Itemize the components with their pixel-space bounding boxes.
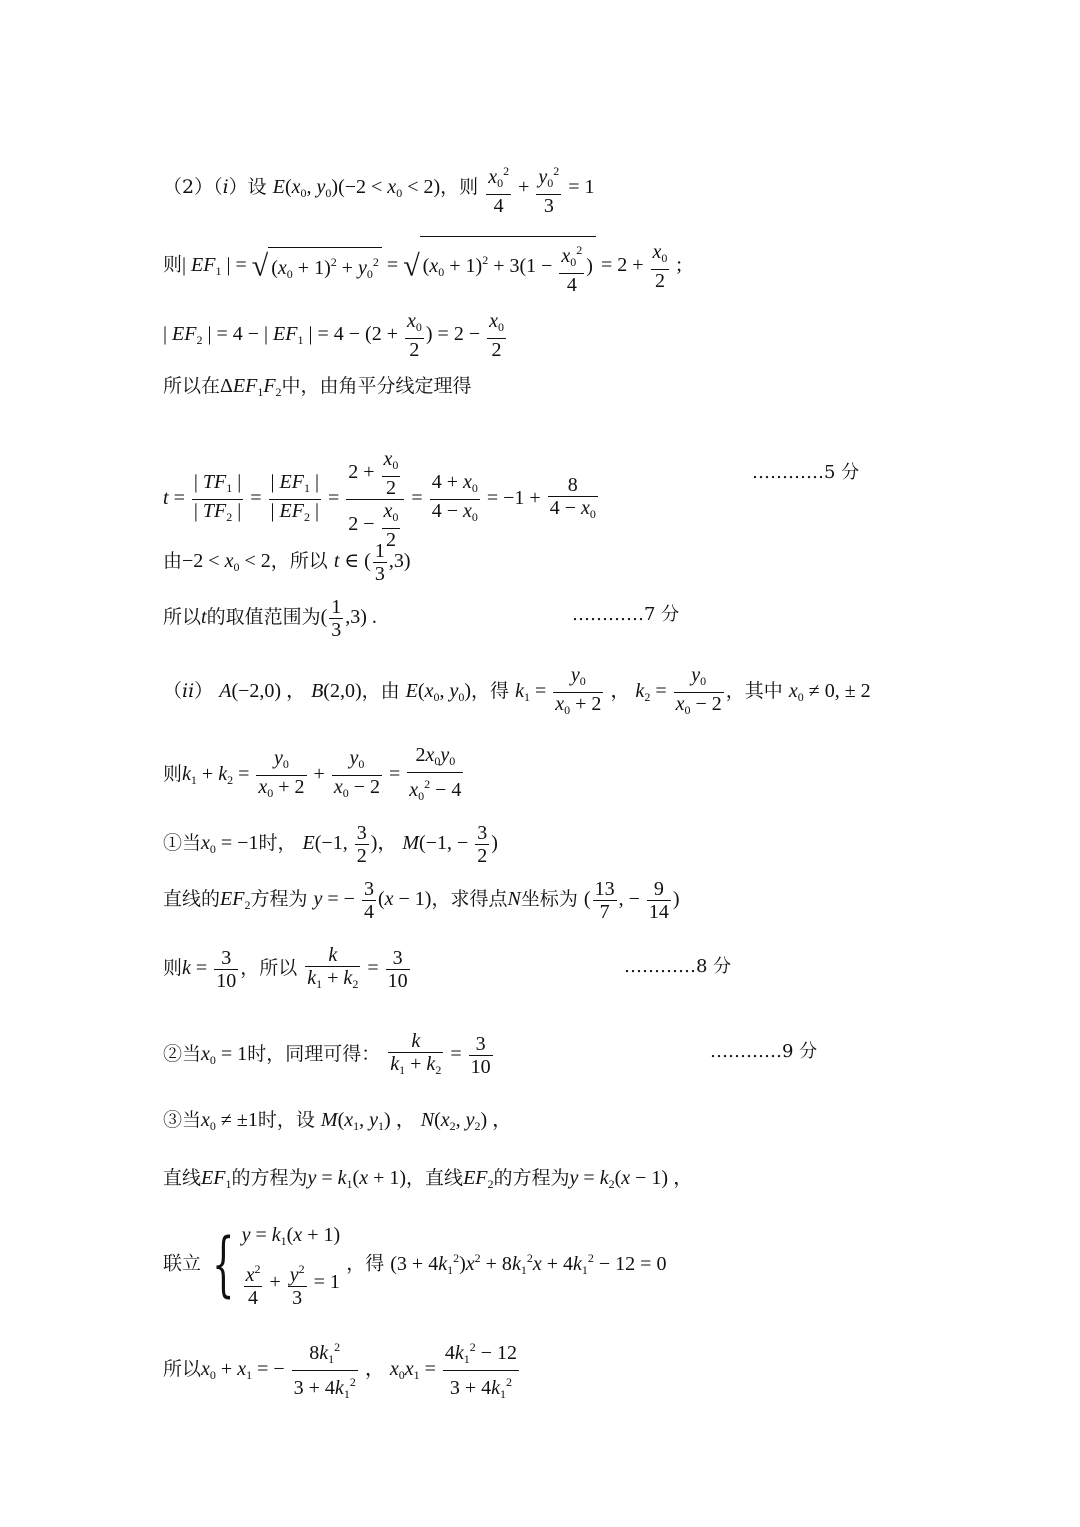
math-ef2-line-2: $y = k_2(x - 1)$ ， [569,1167,694,1191]
math-n-coord: ( $\frac{13}{7}$ , − $\frac{9}{14}$ ) [583,878,680,923]
math-x0-neq: $x_0 \ne 0$, ± 2 [788,680,871,705]
line-k-value [163,944,412,995]
line-ef1-length [163,236,682,296]
text-by: ，由 [361,680,400,703]
case-1-label: ①当 [163,832,202,855]
text-then: ，则 [440,176,479,199]
text-coord-is: 坐标为 [520,888,578,911]
math-x0-eq-minus1: $x_0 = -1$ [201,832,259,857]
score-8: …………8 分 [624,956,732,977]
math-e-point: $E(x_0$, $y_0)(-2 < x_0 < 2)$ [272,176,441,201]
math-k-ratio: $\frac{k}{k_1 + k_2}$ = $\frac{3}{10}$ [307,944,408,992]
text-where: ，其中 [725,680,783,703]
line-case-2 [163,1030,495,1081]
math-x0-range: $-2 < x_0 < 2$ [182,550,271,575]
line-t-range-result [163,596,377,641]
math-ef2-line: y = − $\frac{3}{4}$ (x − 1) [313,878,432,923]
line-lines-equations [163,1166,693,1196]
line-part-ii-setup [163,664,871,721]
math-ef1: | $EF_1$ | = √ $(x_0 + 1)^2 + y_0^2$ = √ $(x_0 + 1)^2 + 3(1$ − $\frac{x_0^2}{4}$ ) = 2 + $\frac{x_0}{2}$ ; [182,254,682,276]
math-ef1-label: $EF_1$ [201,1167,232,1191]
math-ef2-label: $EF_2$ [463,1167,494,1191]
score-7: …………7 分 [572,604,680,625]
math-k1-plus-k2: $k_1 + k_2$ = $\frac{y_0}{x_0 + 2}$ + $\frac{y_0}{x_0 - 2}$ = $\frac{2x_0y_0}{x_0^2 - 4}$ [182,744,462,803]
math-ef1-line: $y = k_1(x + 1)$ [307,1167,407,1191]
paren-open: （ [163,680,183,703]
text-equation-is: 的方程为 [493,1167,570,1189]
score-9: …………9 分 [710,1041,818,1062]
math-n: N [507,888,521,911]
line-ef2-length [163,310,508,361]
math-t-ratio: t = $\frac{| TF_1 |}{| TF_2 |}$ = $\frac{| EF_1 |}{| EF_2 |}$ = 2 + $\frac{x_0}{2}$ 2 − $\frac{x_0}{2}$ = $\frac{4 + x_0}{4 - x_0}$ = −1 + $\frac{8}{4 - x_0}$ [163,448,596,551]
text-so: ，所以 [240,957,298,980]
line-case-1 [163,822,498,867]
line-t-range-derive [163,540,411,585]
subpart-label: i [222,176,229,199]
text-get-point: ，求得点 [431,888,508,911]
text-equation-is: 方程为 [250,888,308,911]
paren-close: ） [194,680,214,703]
text-so-in: 所以在 [163,375,221,397]
math-ellipse-eq: $\frac{x_0^2}{4}$ + $\frac{y_0^2}{3}$ = 1 [484,176,594,198]
line-ef2-equation [163,878,680,923]
text-get: ，得 [471,680,510,703]
case-2-label: ②当 [163,1043,202,1066]
math-triangle: $\Delta EF_1F_2$ [220,375,282,399]
math-points-ab: A(−2,0) ， B(2,0) [219,680,362,703]
text-then: 则 [163,957,183,980]
score-5: …………5 分 [752,462,860,483]
part-label: （2）（ [163,176,223,199]
line-case-3 [163,1108,512,1138]
math-e-m-points: E(−1, $\frac{3}{2}$ )， M(−1, − $\frac{3}{2}$ ) [302,822,498,867]
left-brace: { [212,1222,235,1305]
line-system [163,1218,666,1309]
math-range: ( $\frac{1}{3}$ ,3) . [320,596,377,641]
subpart-label: ii [182,680,195,703]
math-t-in: t ∈ ( $\frac{1}{3}$ ,3) [333,540,411,585]
text-get: ，得 [346,1252,385,1275]
text-combine: 联立 [163,1252,202,1275]
text-set: ）设 [228,176,267,199]
line-part2-i-setup [163,160,595,217]
text-line: ，直线 [406,1167,464,1189]
math-x0-eq-1: $x_0 = 1$ [201,1043,248,1068]
text-similarly: 时，同理可得： [247,1043,381,1066]
line-k-sum [163,744,465,807]
text-line: 直线 [163,1167,202,1189]
math-quadratic: $(3 + 4k_1^2)x^2 + 8k_1^2x + 4k_1^2 - 12 = 0$ [390,1250,667,1277]
math-vieta: $x_0 + x_1$ = − $\frac{8k_1^2}{3 + 4k_1^2}$ ， $x_0x_1$ = $\frac{4k_1^2 - 12}{3 + 4k_1^2}$ [201,1358,521,1380]
line-angle-bisector [163,374,472,404]
math-system: $y = k_1(x + 1)$ $\frac{x^2}{4}$ + $\frac{y^2}{3}$ = 1 [241,1224,341,1309]
math-ef2: | $EF_2$ | = 4 − | $EF_1$ | = 4 − (2 + $\frac{x_0}{2}$ ) = 2 − $\frac{x_0}{2}$ [163,310,504,361]
text-equation-is: 的方程为 [231,1167,308,1189]
text-so: ，所以 [270,550,328,573]
line-t-expression [163,448,600,551]
math-x0-neq-1: $x_0 \ne \pm 1$ [201,1109,258,1133]
text-so: 所以 [163,1358,202,1381]
line-vieta [163,1336,521,1405]
text-line: 直线的 [163,888,221,911]
text-by: 由 [163,550,183,573]
math-t: t [201,606,207,629]
text-when: 时， [258,832,297,855]
case-3-label: ③当 [163,1109,202,1131]
math-k: k = $\frac{3}{10}$ [182,947,237,992]
math-k1-k2: $k_1$ = $\frac{y_0}{x_0 + 2}$ ， $k_2$ = $\frac{y_0}{x_0 - 2}$ [515,664,722,717]
math-m-n-points: $M(x_1$, $y_1$) ， $N(x_2$, $y_2$) ， [320,1109,513,1133]
math-k-ratio-2: $\frac{k}{k_1 + k_2}$ = $\frac{3}{10}$ [390,1030,491,1078]
text-then: 则 [163,763,183,786]
math-e: $E(x_0$, $y_0$) [405,680,472,705]
text-then: 则 [163,253,183,276]
text-so: 所以 [163,606,202,629]
text-bisector: 中，由角平分线定理得 [281,375,472,397]
math-ef2-label: $EF_2$ [220,888,251,913]
text-when-set: 时，设 [257,1109,315,1131]
text-range-is: 的取值范围为 [206,606,321,629]
